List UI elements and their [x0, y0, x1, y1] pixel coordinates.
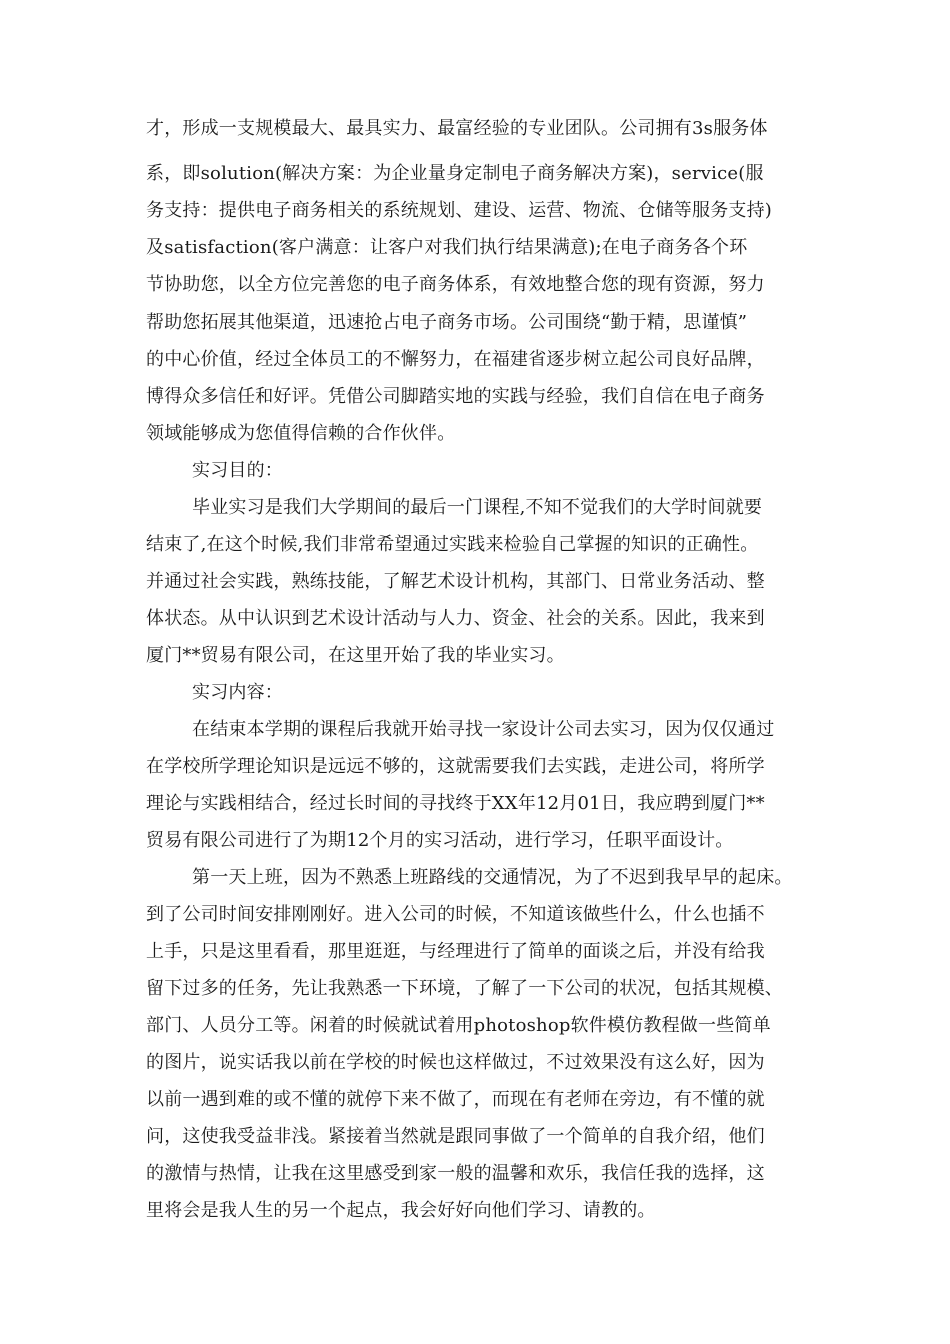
text-line: 帮助您拓展其他渠道，迅速抢占电子商务市场。公司围绕“勤于精，思谨慎” [146, 312, 748, 333]
text-line: 理论与实践相结合，经过长时间的寻找终于XX年12月01日，我应聘到厦门** [146, 793, 765, 814]
text-line: 才，形成一支规模最大、最具实力、最富经验的专业团队。公司拥有3s服务体 [146, 118, 768, 139]
section-heading: 实习内容： [192, 682, 283, 703]
text-line: 以前一遇到难的或不懂的就停下来不做了，而现在有老师在旁边，有不懂的就 [146, 1089, 765, 1110]
text-line: 留下过多的任务，先让我熟悉一下环境，了解了一下公司的状况，包括其规模、 [146, 978, 783, 999]
text-line: 贸易有限公司进行了为期12个月的实习活动，进行学习，任职平面设计。 [146, 830, 734, 851]
text-line: 的图片，说实话我以前在学校的时候也这样做过，不过效果没有这么好，因为 [146, 1052, 765, 1073]
text-line: 及satisfaction(客户满意：让客户对我们执行结果满意);在电子商务各个环 [146, 237, 748, 258]
text-line: 并通过社会实践，熟练技能，了解艺术设计机构，其部门、日常业务活动、整 [146, 571, 765, 592]
text-line: 部门、人员分工等。闲着的时候就试着用photoshop软件模仿教程做一些简单 [146, 1015, 771, 1036]
text-line: 节协助您，以全方位完善您的电子商务体系，有效地整合您的现有资源，努力 [146, 274, 765, 295]
text-line: 系，即solution(解决方案：为企业量身定制电子商务解决方案)，service(服 [146, 163, 764, 184]
text-line: 在结束本学期的课程后我就开始寻找一家设计公司去实习，因为仅仅通过 [192, 719, 775, 740]
text-line: 结束了,在这个时候,我们非常希望通过实践来检验自己掌握的知识的正确性。 [146, 534, 759, 555]
section-heading: 实习目的： [192, 460, 283, 481]
text-line: 毕业实习是我们大学期间的最后一门课程,不知不觉我们的大学时间就要 [192, 497, 763, 518]
text-line: 在学校所学理论知识是远远不够的，这就需要我们去实践，走进公司，将所学 [146, 756, 765, 777]
text-line: 里将会是我人生的另一个起点，我会好好向他们学习、请教的。 [146, 1200, 656, 1221]
text-line: 到了公司时间安排刚刚好。进入公司的时候，不知道该做些什么，什么也插不 [146, 904, 765, 925]
text-line: 务支持：提供电子商务相关的系统规划、建设、运营、物流、仓储等服务支持) [146, 200, 773, 221]
text-line: 博得众多信任和好评。凭借公司脚踏实地的实践与经验，我们自信在电子商务 [146, 386, 765, 407]
text-line: 的中心价值，经过全体员工的不懈努力，在福建省逐步树立起公司良好品牌， [146, 349, 765, 370]
text-line: 第一天上班，因为不熟悉上班路线的交通情况，为了不迟到我早早的起床。 [192, 867, 793, 888]
text-line: 的激情与热情，让我在这里感受到家一般的温馨和欢乐，我信任我的选择，这 [146, 1163, 765, 1184]
text-line: 上手，只是这里看看，那里逛逛，与经理进行了简单的面谈之后，并没有给我 [146, 941, 765, 962]
text-line: 厦门**贸易有限公司，在这里开始了我的毕业实习。 [146, 645, 565, 666]
text-line: 问，这使我受益非浅。紧接着当然就是跟同事做了一个简单的自我介绍，他们 [146, 1126, 765, 1147]
text-line: 领域能够成为您值得信赖的合作伙伴。 [146, 423, 456, 444]
text-line: 体状态。从中认识到艺术设计活动与人力、资金、社会的关系。因此，我来到 [146, 608, 765, 629]
